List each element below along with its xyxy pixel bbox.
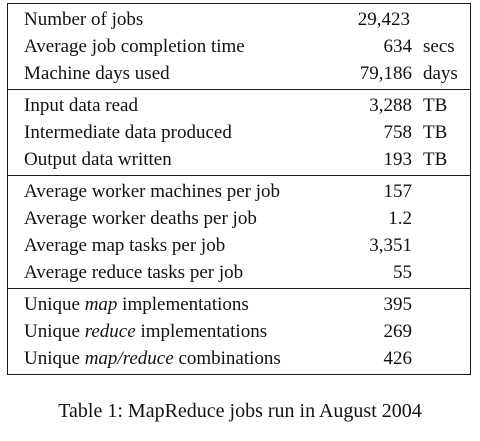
row-value: 3,288 — [369, 95, 412, 116]
row-label: Number of jobs — [24, 9, 144, 30]
row-value: 157 — [383, 181, 412, 202]
row-unit: days — [423, 63, 458, 84]
label-suffix: implementations — [117, 294, 249, 315]
row-label: Input data read — [24, 95, 138, 116]
table-group-job-stats — [8, 4, 470, 89]
table-group-data-stats — [8, 89, 470, 175]
table-row — [8, 205, 470, 232]
row-label — [24, 318, 267, 345]
row-label: Average job completion time — [24, 36, 245, 57]
label-suffix: combinations — [173, 348, 281, 369]
row-value: 3,351 — [369, 235, 412, 256]
table-row — [8, 60, 470, 87]
row-value: 79,186 — [359, 63, 412, 84]
table-row — [8, 345, 470, 372]
table-row — [8, 318, 470, 345]
row-unit: TB — [423, 95, 448, 116]
row-value: 426 — [383, 348, 412, 369]
table-row — [8, 146, 470, 173]
row-label: Average map tasks per job — [24, 235, 226, 256]
table-row — [8, 259, 470, 286]
table-row — [8, 33, 470, 60]
row-label: Average reduce tasks per job — [24, 262, 244, 283]
row-label: Output data written — [24, 149, 172, 170]
label-prefix: Unique — [24, 294, 85, 315]
row-label: Average worker machines per job — [24, 181, 281, 202]
table-row — [8, 232, 470, 259]
row-label: Average worker deaths per job — [24, 208, 257, 229]
table-row — [8, 178, 470, 205]
table-group-implementation-stats — [8, 288, 470, 374]
table-row — [8, 6, 470, 33]
row-value: 395 — [383, 294, 412, 315]
row-label: Machine days used — [24, 63, 170, 84]
label-emphasis: map — [84, 294, 118, 315]
row-unit: TB — [423, 149, 448, 170]
row-value: 634 — [383, 36, 412, 57]
row-unit: TB — [423, 122, 448, 143]
row-value: 55 — [393, 262, 412, 283]
row-value: 29,423 — [357, 9, 410, 30]
table-row — [8, 92, 470, 119]
label-suffix: implementations — [135, 321, 268, 342]
table-group-per-job-stats — [8, 175, 470, 288]
row-value: 758 — [383, 122, 412, 143]
stats-table — [7, 3, 471, 375]
table-caption: Table 1: MapReduce jobs run in August 2004 — [58, 400, 422, 422]
label-emphasis: map/reduce — [84, 348, 174, 369]
row-label — [24, 291, 249, 318]
label-emphasis: reduce — [84, 321, 136, 342]
table-row — [8, 119, 470, 146]
row-label — [24, 345, 281, 372]
label-prefix: Unique — [24, 321, 85, 342]
row-value: 269 — [383, 321, 412, 342]
row-unit: secs — [423, 36, 455, 57]
label-prefix: Unique — [24, 348, 85, 369]
row-value: 1.2 — [388, 208, 412, 229]
row-label: Intermediate data produced — [24, 122, 232, 143]
row-value: 193 — [383, 149, 412, 170]
table-row — [8, 291, 470, 318]
